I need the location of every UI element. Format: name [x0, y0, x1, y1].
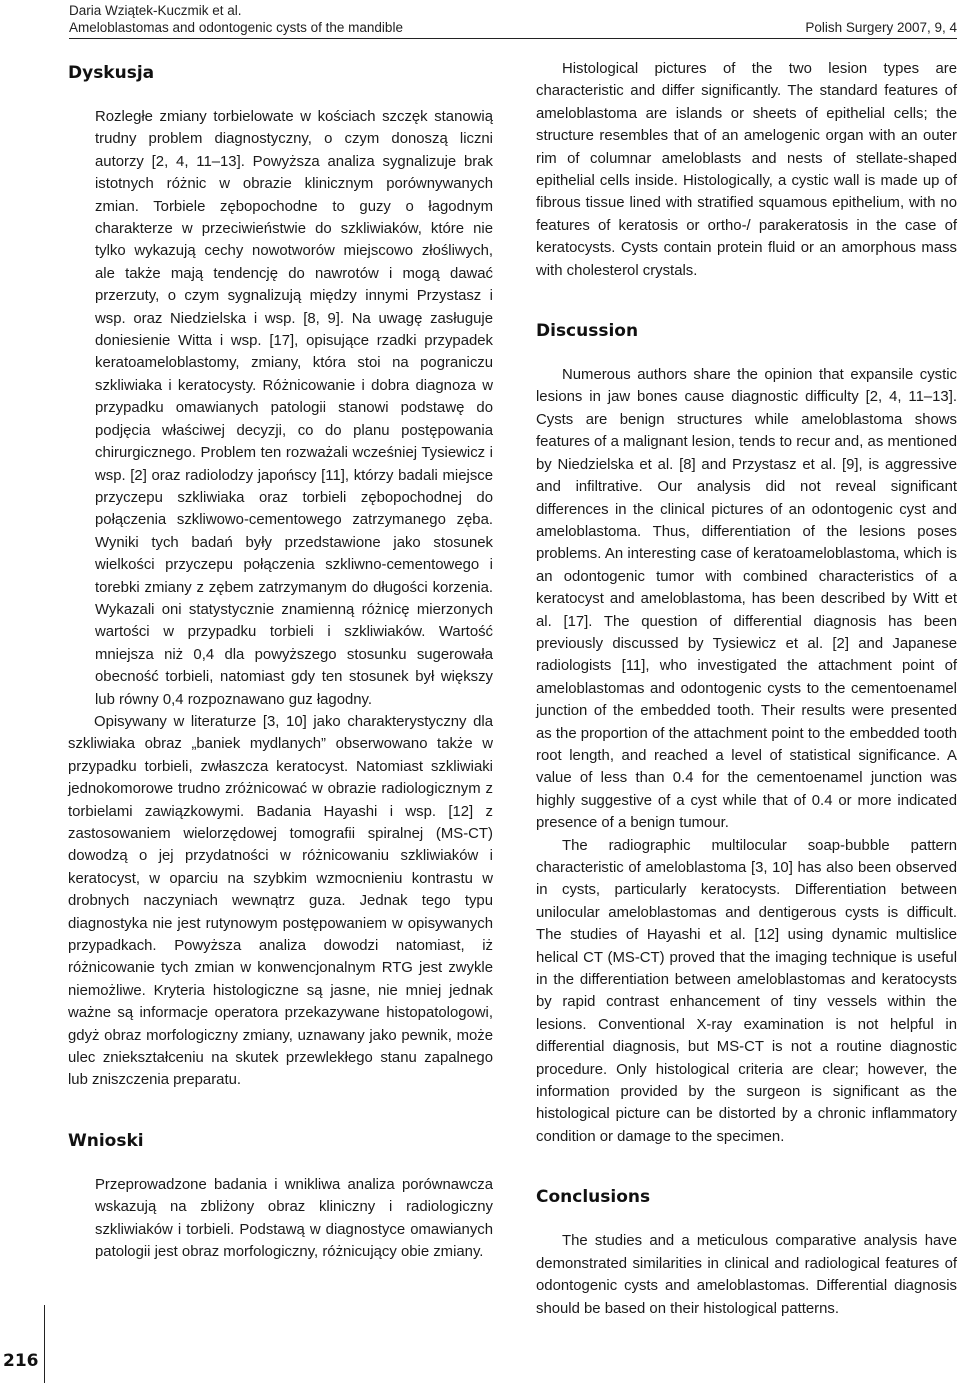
header-journal: Polish Surgery 2007, 9, 4: [805, 20, 957, 35]
running-header: [69, 2, 957, 36]
page-number: 216: [3, 1351, 39, 1371]
paragraph: Histological pictures of the two lesion types are characteristic and differ significantly. The standard features of ameloblastoma are islands or sheets of epithelial cells; the structure resembles that of an amelogenic organ with an outer rim of columnar ameloblasts and nests of stellate-shaped epithelial cells inside. Histologically, a cystic wall is made up of fibrous tissue lined with stratified squamous epithelium, with no features of keratosis or ortho-/ parakeratosis in the case of keratocysts. Cysts contain protein fluid or an amorphous mass with cholesterol crystals.: [536, 61, 957, 279]
section-heading-discussion: Discussion: [536, 321, 639, 342]
paragraph: Numerous authors share the opinion that expansile cystic lesions in jaw bones cause diagnostic difficulty [2, 4, 11–13]. Cysts are benign structures while ameloblastoma shows features of a malignant lesion, tends to recur and, as mentioned by Niedzielska et al. [8] and Przystasz et al. [9], is aggressive and infiltrative. Our analysis did not reveal significant differences in the clinical pictures of an odontogenic cyst and ameloblastoma. Thus, differentiation of the lesions poses problems. An interesting case of keratoameloblastoma, which is an odontogenic tumor with combined characteristics of a keratocyst and ameloblastoma, has been described by Witt et al. [17]. The question of differential diagnosis has been previously discussed by Tysiewicz et al. [2] and Japanese radiologists [11], who investigated the attachment point of ameloblastomas and odontogenic cysts to the cementoenamel junction of the embedded tooth. Their results were presented as the proportion of the attachment point to the embedded tooth root length, and reached a level of statistical significance. A value of less than 0.4 for the cementoenamel junction was highly suggestive of a cyst while that of 0.4 or more indicated presence of a benign tumour.: [536, 367, 957, 832]
paragraph: The studies and a meticulous comparative analysis have demonstrated similarities in clinical and radiological features of odontogenic cysts and ameloblastomas. Differential diagnosis should be based on their histological patterns.: [536, 1233, 957, 1317]
header-article-title: Ameloblastomas and odontogenic cysts of the mandible: [69, 20, 403, 35]
paragraph: Przeprowadzone badania i wnikliwa analiza porównawcza wskazują na zbliżony obraz kliniczny i radiologiczny szkliwiaków i torbieli. Podstawą w diagnostyce omawianych patologii jest obraz morfologiczny, różnicujący obie zmiany.: [95, 1176, 493, 1261]
header-authors: Daria Wziątek-Kuczmik et al.: [69, 3, 242, 18]
section-heading-dyskusja: Dyskusja: [68, 63, 155, 83]
right-column: [536, 58, 957, 1320]
section-heading-conclusions: Conclusions: [536, 1187, 651, 1208]
paragraph: Rozległe zmiany torbielowate w kościach szczęk stanowią trudny problem diagnostyczny, o czym donoszą liczni autorzy [2, 4, 11–13]. Powyższa analiza sygnalizuje brak istotnych różnic w obrazie klinicznym porównywanych zmian. Torbiele zębopochodne to guzy o łagodnym charakterze w przeciwieństwie do szkliwiaków, które nie tylko wykazują cechy nowotworów miejscowo złośliwych, ale także mają tendencję do nawrotów i mogą dawać przerzuty, o czym sygnalizują między innymi Przystasz i wsp. oraz Niedzielska i wsp. [8, 9]. Na uwagę zasługuje doniesienie Witta i wsp. [17], opisujące rzadki przypadek keratoameloblastomy, zmiany, która stoi na pograniczu szkliwiaka i keratocysty. Różnicowanie i dobra diagnoza w przypadku omawianych patologii stanowi podstawę do podjęcia właściwej decyzji, co do planu postępowania chirurgicznego. Problem ten rozważali wcześniej Tysiewicz i wsp. [2] oraz radiolodzy japońscy [11], którzy badali miejsce przyczepu szkliwiaka oraz torbieli zębopochodnej do połączenia szkliwowo-cementowego zatrzymanego zęba. Wyniki tych badań były przedstawione jako stosunek wielkości przyczepu połączenia szkliwno-cementowego i torebki zmiany z zębem zatrzymanym do długości korzenia. Wykazali oni statystycznie znamienną różnicę mierzonych wartości w przypadku torbieli i szkliwiaków. Wartość mniejsza niż 0,4 dla powyższego stosunku sugerowała obecność torbieli, natomiast gdy ten stosunek był większy lub równy 0,4 rozpoznawano guz łagodny.: [95, 109, 493, 708]
left-column: [68, 62, 493, 1264]
section-heading-wnioski: Wnioski: [68, 1130, 144, 1151]
paragraph: Opisywany w literaturze [3, 10] jako charakterystyczny dla szkliwiaka obraz „baniek mydlanych” obserwowano także w przypadku torbieli, zwłaszcza keratocyst. Natomiast szkliwiaki jednokomorowe trudno zróżnicować w obrazie radiologicznym z torbielami zawiązkowymi. Badania Hayashi i wsp. [12] z zastosowaniem wielorzędowej tomografii spiralnej (MS-CT) dowodzą o jej przydatności w różnicowaniu szkliwiaków i keratocyst, w oparciu na szybkim wzmocnieniu kontrastu w drobnych naczyniach wewnątrz guza. Jednak tego typu diagnostyka nie jest rutynowym postępowaniem w opisywanych przypadkach. Powyższa analiza dowodzi natomiast, iż różnicowanie tych zmian w konwencjonalnym RTG jest zwykle niemożliwe. Kryteria histologiczne są jasne, nie mniej jednak ważne są informacje operatora przekazywane histopatologowi, gdyż obraz morfologiczny zmiany, uznawany jako pewnik, może ulec zniekształceniu na skutek przewlekłego stanu zapalnego lub zniszczenia preparatu.: [68, 713, 493, 1089]
paragraph: The radiographic multilocular soap-bubble pattern characteristic of ameloblastoma [3, 10] has also been observed in cysts, particularly keratocysts. Differentiation between unilocular ameloblastomas and dentigerous cysts is difficult. The studies of Hayashi et al. [12] using dynamic multislice helical CT (MS-CT) proved that the imaging technique is useful in the differentiation between ameloblastomas and keratocysts by rapid contrast enhancement of tiny vessels within the lesions. Conventional X-ray examination is not helpful in differential diagnosis, but MS-CT is not a routine diagnostic procedure. Only histological criteria are clear; however, the information provided by the surgeon is significant as the histological picture can be distorted by a chronic inflammatory condition or damage to the specimen.: [536, 837, 957, 1145]
page-number-rule: [44, 1305, 45, 1383]
header-rule: [69, 38, 957, 39]
